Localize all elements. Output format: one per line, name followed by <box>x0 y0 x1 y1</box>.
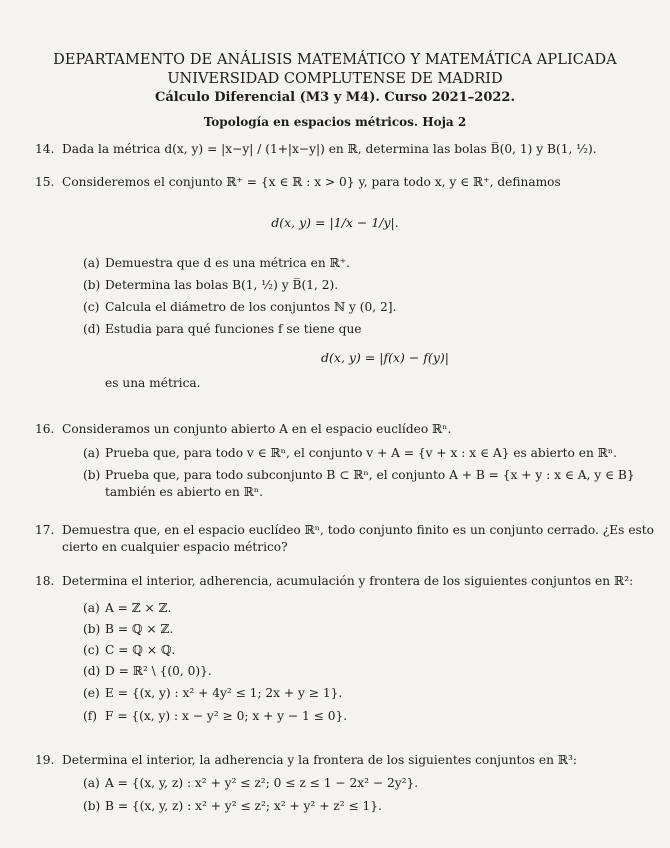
list-item <box>83 256 350 270</box>
problem-number: 17. <box>35 523 55 537</box>
item-text: D = ℝ² \ {(0, 0)}. <box>105 664 212 678</box>
continuation-text: cierto en cualquier espacio métrico? <box>62 540 288 554</box>
list-item <box>83 322 362 336</box>
item-text: B = ℚ × ℤ. <box>105 622 174 636</box>
item-text: B = {(x, y, z) : x² + y² ≤ z²; x² + y² + z² ≤ 1}. <box>105 799 382 813</box>
item-text: C = ℚ × ℚ. <box>105 643 176 657</box>
item-text: Prueba que, para todo v ∈ ℝⁿ, el conjunto v + A = {v + x : x ∈ A} es abierto en ℝⁿ. <box>105 446 617 460</box>
continuation-text: también es abierto en ℝⁿ. <box>105 485 264 499</box>
display-formula: d(x, y) = |1/x − 1/y|. <box>271 215 399 230</box>
item-label: (b) <box>83 468 101 482</box>
list-item <box>83 622 173 636</box>
item-label: (d) <box>83 664 101 678</box>
item-text: F = {(x, y) : x − y² ≥ 0; x + y − 1 ≤ 0}. <box>105 709 348 723</box>
item-text: Prueba que, para todo subconjunto B ⊂ ℝⁿ, el conjunto A + B = {x + y : x ∈ A, y ∈ B} <box>105 468 635 482</box>
display-formula: d(x, y) = |f(x) − f(y)| <box>321 350 449 365</box>
item-label: (a) <box>83 256 100 270</box>
problem-19 <box>35 753 577 767</box>
item-text: Determina las bolas B(1, ½) y B̅(1, 2). <box>105 278 339 292</box>
continuation-text: es una métrica. <box>105 376 201 390</box>
item-label: (b) <box>83 622 101 636</box>
problem-number: 19. <box>35 753 55 767</box>
department-title: DEPARTAMENTO DE ANÁLISIS MATEMÁTICO Y MATEMÁTICA APLICADA <box>53 52 617 68</box>
item-label: (a) <box>83 776 100 790</box>
problem-text: Consideramos un conjunto abierto A en el espacio euclídeo ℝⁿ. <box>62 422 452 436</box>
item-label: (a) <box>83 446 100 460</box>
item-text: Estudia para qué funciones f se tiene que <box>105 322 362 336</box>
item-label: (d) <box>83 322 101 336</box>
problem-text: Demuestra que, en el espacio euclídeo ℝⁿ, todo conjunto finito es un conjunto cerrado. ¿Es esto <box>62 523 655 537</box>
item-text: Calcula el diámetro de los conjuntos ℕ y (0, 2]. <box>105 300 397 314</box>
list-item <box>83 446 617 460</box>
problem-number: 15. <box>35 175 55 189</box>
item-label: (c) <box>83 300 100 314</box>
problem-text: Consideremos el conjunto ℝ⁺ = {x ∈ ℝ : x > 0} y, para todo x, y ∈ ℝ⁺, definamos <box>62 175 561 189</box>
list-item <box>83 278 338 292</box>
item-text: Demuestra que d es una métrica en ℝ⁺. <box>105 256 351 270</box>
problem-text: Dada la métrica d(x, y) = |x−y| / (1+|x−y|) en ℝ, determina las bolas B̅(0, 1) y B(1, ½). <box>62 142 597 156</box>
problem-16 <box>35 422 451 436</box>
problem-17 <box>35 523 654 537</box>
list-item <box>83 643 175 657</box>
problem-number: 14. <box>35 142 55 156</box>
list-item <box>83 468 635 482</box>
problem-15 <box>35 175 561 189</box>
list-item <box>83 601 171 615</box>
list-item <box>83 686 342 700</box>
item-text: A = {(x, y, z) : x² + y² ≤ z²; 0 ≤ z ≤ 1 − 2x² − 2y²}. <box>105 776 419 790</box>
list-item <box>83 664 212 678</box>
list-item <box>83 799 382 813</box>
problem-number: 16. <box>35 422 55 436</box>
problem-text: Determina el interior, adherencia, acumulación y frontera de los siguientes conjuntos en ℝ²: <box>62 574 634 588</box>
course-title: Cálculo Diferencial (M3 y M4). Curso 2021–2022. <box>155 90 515 105</box>
problem-text: Determina el interior, la adherencia y la frontera de los siguientes conjuntos en ℝ³: <box>62 753 577 767</box>
list-item <box>83 709 347 723</box>
item-text: E = {(x, y) : x² + 4y² ≤ 1; 2x + y ≥ 1}. <box>105 686 343 700</box>
sheet-title: Topología en espacios métricos. Hoja 2 <box>203 115 467 129</box>
problem-number: 18. <box>35 574 55 588</box>
list-item <box>83 300 396 314</box>
item-label: (f) <box>83 709 98 723</box>
item-text: A = ℤ × ℤ. <box>105 601 172 615</box>
university-title: UNIVERSIDAD COMPLUTENSE DE MADRID <box>167 71 503 87</box>
item-label: (a) <box>83 601 100 615</box>
item-label: (b) <box>83 799 101 813</box>
item-label: (e) <box>83 686 100 700</box>
item-label: (b) <box>83 278 101 292</box>
problem-14 <box>35 142 597 156</box>
item-label: (c) <box>83 643 100 657</box>
problem-18 <box>35 574 633 588</box>
list-item <box>83 776 418 790</box>
